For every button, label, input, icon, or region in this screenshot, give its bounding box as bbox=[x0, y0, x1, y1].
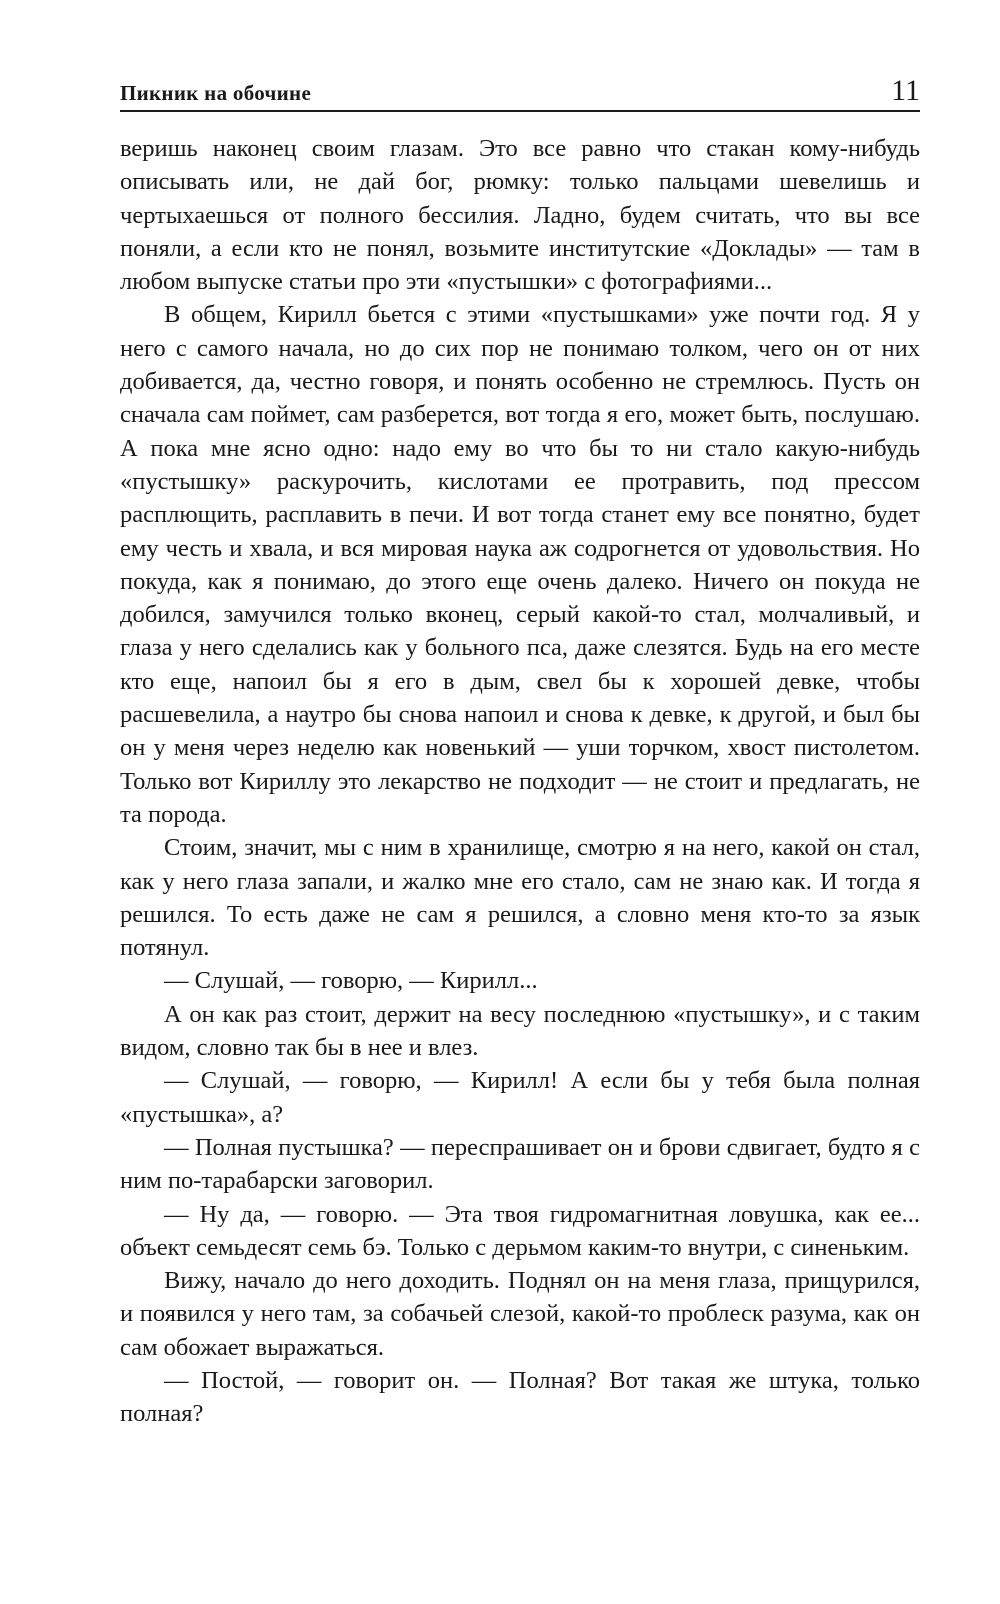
dialogue-line: — Ну да, — говорю. — Эта твоя гидромагнитная ловушка, как ее... объект семьдесят семь бэ. Только с дерьмом каким-то внутри, с синеньким. bbox=[120, 1200, 920, 1261]
paragraph: Стоим, значит, мы с ним в хранилище, смотрю я на него, какой он стал, как у него глаза запали, и жалко мне его стало, сам не знаю как. И тогда я решился. То есть даже не сам я решился, а словно меня кто-то за язык потянул. bbox=[120, 834, 920, 962]
paragraph: В общем, Кирилл бьется с этими «пустышками» уже почти год. Я у него с самого начала, но до сих пор не понимаю толком, чего он от них добивается, да, честно говоря, и понять особенно не стремлюсь. Пусть он сначала сам поймет, сам разберется, вот тогда я его, может быть, послушаю. А пока мне ясно одно: надо ему во что бы то ни стало какую-нибудь «пустышку» раскурочить, кислотами ее протравить, под прессом расплющить, расплавить в печи. И вот тогда станет ему все понятно, будет ему честь и хвала, и вся мировая наука аж содрогнется от удовольствия. Но покуда, как я понимаю, до этого еще очень далеко. Ничего он покуда не добился, замучился только вконец, серый какой-то стал, молчаливый, и глаза у него сделались как у больного пса, даже слезятся. Будь на его месте кто еще, напоил бы я его в дым, свел бы к хорошей девке, чтобы расшевелила, а наутро бы снова напоил и снова к девке, к другой, и был бы он у меня через неделю как новенький — уши торчком, хвост пистолетом. Только вот Кириллу это лекарство не подходит — не стоит и предлагать, не та порода. bbox=[120, 301, 920, 828]
page-number: 11 bbox=[891, 74, 920, 107]
paragraph: Вижу, начало до него доходить. Поднял он на меня глаза, прищурился, и появился у него там, за собачьей слезой, какой-то проблеск разума, как он сам обожает выражаться. bbox=[120, 1267, 920, 1361]
page-header bbox=[120, 68, 920, 112]
dialogue-line: — Постой, — говорит он. — Полная? Вот такая же штука, только полная? bbox=[120, 1366, 920, 1428]
dialogue-line: — Слушай, — говорю, — Кирилл! А если бы у тебя была полная «пустышка», а? bbox=[120, 1067, 920, 1128]
dialogue-line: — Полная пустышка? — переспрашивает он и брови сдвигает, будто я с ним по-тарабарски заговорил. bbox=[120, 1133, 920, 1195]
paragraph: веришь наконец своим глазам. Это все равно что стакан кому-нибудь описывать или, не дай бог, рюмку: только пальцами шевелишь и чертыхаешься от полного бессилия. Ладно, будем считать, что вы все поняли, а если кто не понял, возьмите институтские «Доклады» — там в любом выпуске статьи про эти «пустышки» с фотографиями... bbox=[120, 135, 920, 296]
paragraph: А он как раз стоит, держит на весу последнюю «пустышку», и с таким видом, словно так бы в нее и влез. bbox=[120, 1000, 920, 1062]
dialogue-line: — Слушай, — говорю, — Кирилл... bbox=[164, 967, 538, 995]
running-title: Пикник на обочине bbox=[120, 81, 312, 105]
body-text bbox=[120, 132, 920, 1431]
